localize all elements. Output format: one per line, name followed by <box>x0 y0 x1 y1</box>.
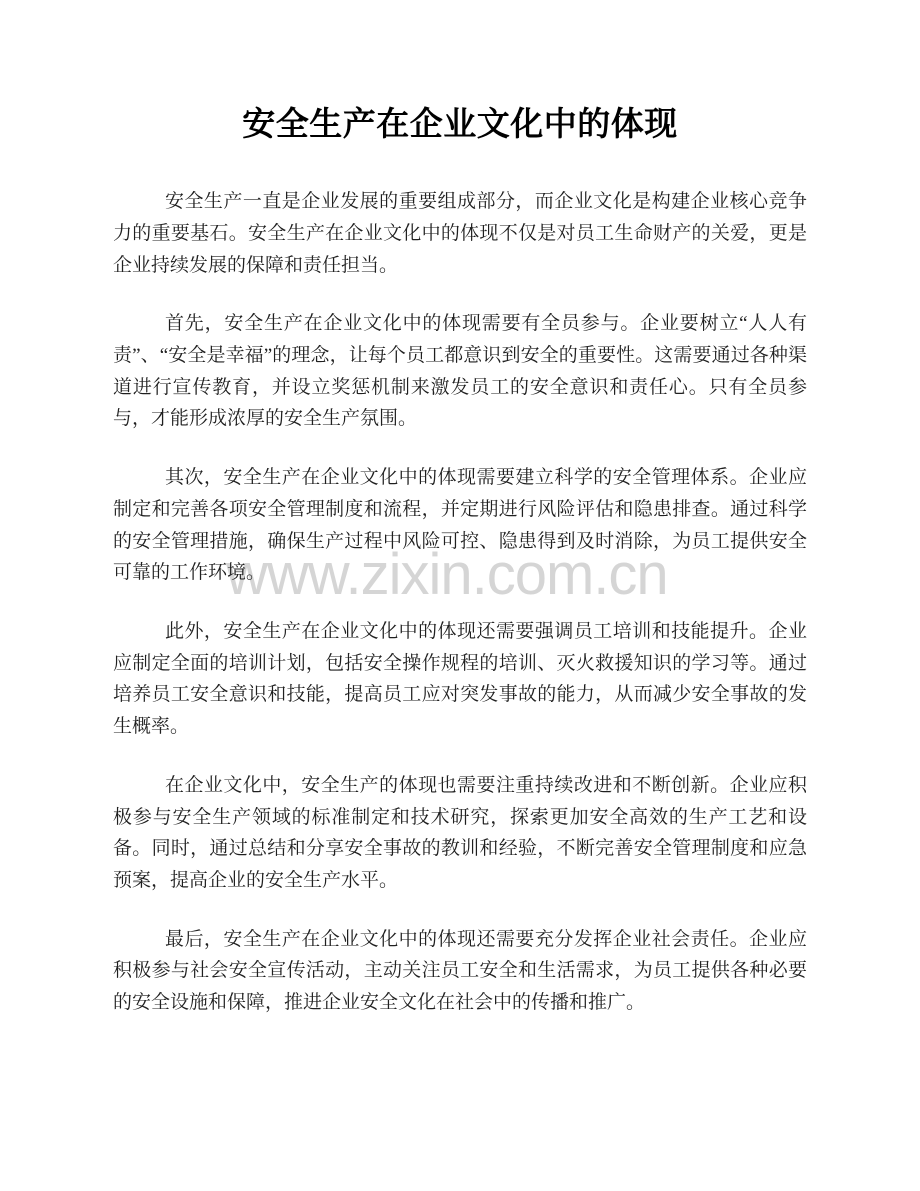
document-title: 安全生产在企业文化中的体现 <box>242 105 678 142</box>
paragraph-first-point: 首先，安全生产在企业文化中的体现需要有全员参与。企业要树立“人人有责”、“安全是幸福”的理念，让每个员工都意识到安全的重要性。这需要通过各种渠道进行宣传教育，并设立奖惩机制来激发员工的安全意识和责任心。只有全员参与，才能形成浓厚的安全生产氛围。 <box>113 313 807 430</box>
paragraph-closing: 最后，安全生产在企业文化中的体现还需要充分发挥企业社会责任。企业应积极参与社会安全宣传活动，主动关注员工安全和生活需求，为员工提供各种必要的安全设施和保障，推进企业安全文化在社会中的传播和推广。 <box>113 928 807 1014</box>
watermark-text: www.zixin.com.cn <box>226 542 668 607</box>
paragraph-intro: 安全生产一直是企业发展的重要组成部分，而企业文化是构建企业核心竞争力的重要基石。安全生产在企业文化中的体现不仅是对员工生命财产的关爱，更是企业持续发展的保障和责任担当。 <box>113 191 807 276</box>
paragraph-fourth-point: 在企业文化中，安全生产的体现也需要注重持续改进和不断创新。企业应积极参与安全生产领域的标准制定和技术研究，探索更加安全高效的生产工艺和设备。同时，通过总结和分享安全事故的教训和经验，不断完善安全管理制度和应急预案，提高企业的安全生产水平。 <box>113 774 807 891</box>
paragraph-second-point: 其次，安全生产在企业文化中的体现需要建立科学的安全管理体系。企业应制定和完善各项安全管理制度和流程，并定期进行风险评估和隐患排查。通过科学的安全管理措施，确保生产过程中风险可控、隐患得到及时消除，为员工提供安全可靠的工作环境。 <box>113 467 807 584</box>
paragraph-third-point: 此外，安全生产在企业文化中的体现还需要强调员工培训和技能提升。企业应制定全面的培训计划，包括安全操作规程的培训、灭火救援知识的学习等。通过培养员工安全意识和技能，提高员工应对突发事故的能力，从而减少安全事故的发生概率。 <box>113 620 807 738</box>
